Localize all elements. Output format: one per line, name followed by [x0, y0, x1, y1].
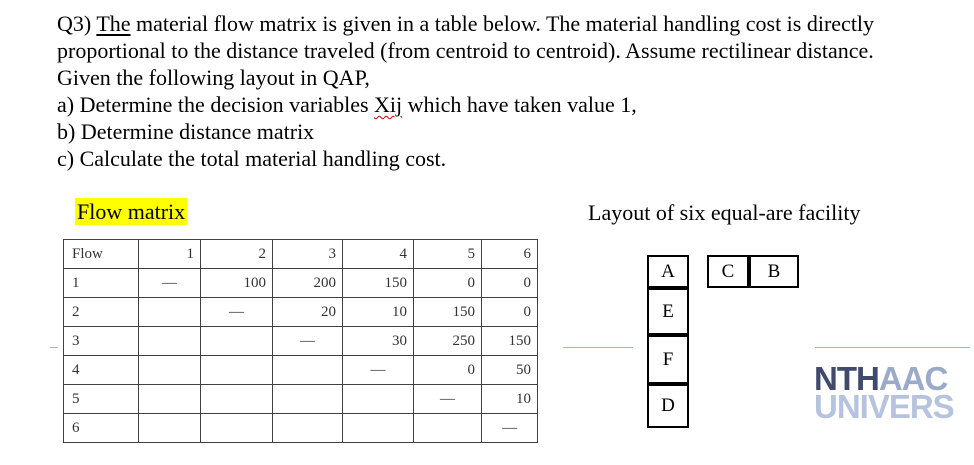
flow-matrix-title: Flow matrix: [77, 199, 186, 224]
table-cell: [273, 356, 343, 385]
layout-title: Layout of six equal-are facility: [588, 200, 861, 225]
table-header-row: [64, 240, 538, 269]
table-cell: [201, 385, 273, 414]
table-cell: [139, 327, 201, 356]
table-cell: [343, 414, 414, 443]
table-cell: 4: [64, 356, 139, 385]
table-cell: 100: [201, 269, 273, 298]
spellcheck-word: Xij: [374, 92, 403, 117]
question-line-3: Given the following layout in QAP,: [57, 65, 370, 90]
table-cell: [343, 385, 414, 414]
cell-e: E: [647, 288, 689, 335]
table-cell: 0: [482, 269, 538, 298]
table-cell: [414, 414, 482, 443]
table-cell: 0: [414, 356, 482, 385]
table-cell: [201, 327, 273, 356]
cell-f: F: [647, 335, 689, 384]
question-line-2: proportional to the distance traveled (from centroid to centroid). Assume rectilinear distance.: [57, 38, 874, 63]
table-cell: 2: [64, 298, 139, 327]
university-watermark: NTHAAC UNIVERS: [814, 360, 954, 425]
table-header-cell: 3: [273, 240, 343, 269]
table-cell: —: [273, 327, 343, 356]
table-cell: 200: [273, 269, 343, 298]
stray-dash: [50, 347, 58, 348]
table-row: [64, 414, 538, 443]
table-cell: 150: [343, 269, 414, 298]
table-cell: [201, 356, 273, 385]
table-header-cell: 4: [343, 240, 414, 269]
table-cell: —: [139, 269, 201, 298]
table-cell: 250: [414, 327, 482, 356]
table-cell: —: [343, 356, 414, 385]
table-cell: 20: [273, 298, 343, 327]
connector-line: [563, 347, 633, 348]
table-cell: 50: [482, 356, 538, 385]
table-cell: —: [201, 298, 273, 327]
table-row: [64, 327, 538, 356]
table-cell: [273, 414, 343, 443]
table-cell: [273, 385, 343, 414]
table-cell: 0: [482, 298, 538, 327]
table-cell: 6: [64, 414, 139, 443]
connector-line: [815, 347, 970, 348]
table-cell: 150: [482, 327, 538, 356]
question-line-4: a) Determine the decision variables Xij which have taken value 1,: [57, 92, 637, 117]
table-row: [64, 298, 538, 327]
table-cell: —: [482, 414, 538, 443]
question-line-1: Q3) The material flow matrix is given in a table below. The material handling cost is directly: [57, 11, 875, 36]
table-cell: —: [414, 385, 482, 414]
cell-d: D: [647, 384, 689, 428]
table-cell: 10: [343, 298, 414, 327]
table-row: [64, 269, 538, 298]
table-row: [64, 356, 538, 385]
table-header-cell: 2: [201, 240, 273, 269]
question-line-5: b) Determine distance matrix: [57, 119, 315, 144]
table-cell: 5: [64, 385, 139, 414]
table-cell: 1: [64, 269, 139, 298]
table-cell: [139, 385, 201, 414]
cell-c: C: [707, 255, 749, 288]
table-header-cell: Flow: [64, 240, 139, 269]
cell-a: A: [647, 255, 689, 288]
question-text: [57, 10, 967, 172]
table-header-cell: 1: [139, 240, 201, 269]
table-cell: [201, 414, 273, 443]
underlined-word: The: [96, 11, 131, 36]
table-cell: [139, 356, 201, 385]
question-line-6: c) Calculate the total material handling cost.: [57, 146, 447, 171]
table-row: [64, 385, 538, 414]
table-cell: 0: [414, 269, 482, 298]
table-header-cell: 5: [414, 240, 482, 269]
table-cell: 30: [343, 327, 414, 356]
cell-b: B: [749, 255, 799, 288]
table-cell: 150: [414, 298, 482, 327]
table-cell: 3: [64, 327, 139, 356]
table-cell: [139, 298, 201, 327]
table-cell: [139, 414, 201, 443]
table-cell: 10: [482, 385, 538, 414]
flow-matrix-table: [63, 239, 538, 443]
table-header-cell: 6: [482, 240, 538, 269]
